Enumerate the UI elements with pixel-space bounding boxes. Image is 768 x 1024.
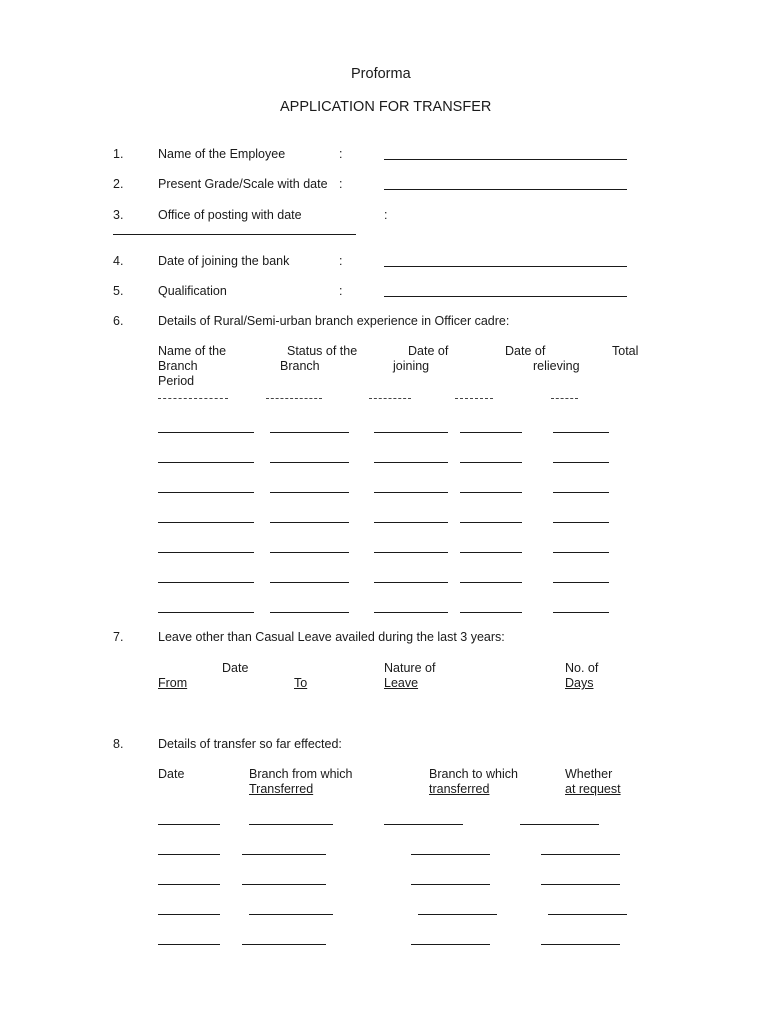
joining-date-field[interactable] — [384, 266, 627, 267]
blank-entry-line[interactable] — [553, 582, 609, 583]
blank-entry-line[interactable] — [460, 522, 522, 523]
column-header: Nature of — [384, 661, 436, 675]
blank-entry-line[interactable] — [158, 522, 254, 523]
blank-entry-line[interactable] — [541, 884, 620, 885]
office-posting-field[interactable] — [113, 234, 356, 235]
column-header: Date of — [408, 344, 449, 358]
blank-entry-line[interactable] — [270, 462, 349, 463]
column-header: Date — [222, 661, 249, 675]
blank-entry-line[interactable] — [553, 612, 609, 613]
office-posting-label: Office of posting with date — [158, 208, 302, 222]
form-title: APPLICATION FOR TRANSFER — [280, 99, 492, 115]
blank-entry-line[interactable] — [541, 854, 620, 855]
rural-experience-label: Details of Rural/Semi-urban branch experience in Officer cadre: — [158, 314, 510, 328]
colon: : — [339, 147, 343, 161]
blank-entry-line[interactable] — [374, 462, 448, 463]
blank-entry-line[interactable] — [242, 884, 326, 885]
blank-entry-line[interactable] — [158, 824, 220, 825]
blank-entry-line[interactable] — [460, 492, 522, 493]
leave-label: Leave other than Casual Leave availed during the last 3 years: — [158, 630, 505, 644]
blank-entry-line[interactable] — [374, 612, 448, 613]
blank-entry-line[interactable] — [384, 824, 463, 825]
column-header: Leave — [384, 676, 419, 690]
column-header: No. of — [565, 661, 599, 675]
colon: : — [339, 284, 343, 298]
grade-scale-label: Present Grade/Scale with date — [158, 177, 328, 191]
blank-entry-line[interactable] — [242, 854, 326, 855]
blank-entry-line[interactable] — [460, 552, 522, 553]
blank-entry-line[interactable] — [460, 432, 522, 433]
blank-entry-line[interactable] — [411, 944, 490, 945]
column-header: at request — [565, 782, 621, 796]
column-header: Date of — [505, 344, 546, 358]
blank-entry-line[interactable] — [374, 432, 448, 433]
blank-entry-line[interactable] — [158, 432, 254, 433]
column-header: Total — [612, 344, 639, 358]
blank-entry-line[interactable] — [374, 582, 448, 583]
joining-date-label: Date of joining the bank — [158, 254, 290, 268]
blank-entry-line[interactable] — [548, 914, 627, 915]
column-header: Days — [565, 676, 594, 690]
blank-entry-line[interactable] — [158, 854, 220, 855]
blank-entry-line[interactable] — [553, 432, 609, 433]
blank-entry-line[interactable] — [158, 944, 220, 945]
colon: : — [384, 208, 388, 222]
column-header: Transferred — [249, 782, 314, 796]
column-header: Branch — [158, 359, 198, 373]
item-number: 1. — [113, 147, 124, 161]
column-header: Whether — [565, 767, 613, 781]
column-header: relieving — [533, 359, 580, 373]
header-separator — [551, 398, 578, 399]
item-number: 7. — [113, 630, 124, 644]
blank-entry-line[interactable] — [158, 552, 254, 553]
column-header: transferred — [429, 782, 490, 796]
blank-entry-line[interactable] — [158, 492, 254, 493]
blank-entry-line[interactable] — [242, 944, 326, 945]
blank-entry-line[interactable] — [270, 522, 349, 523]
column-header: Branch to which — [429, 767, 518, 781]
header-separator — [455, 398, 493, 399]
blank-entry-line[interactable] — [270, 612, 349, 613]
blank-entry-line[interactable] — [553, 552, 609, 553]
column-header: Branch from which — [249, 767, 353, 781]
column-header: Status of the — [287, 344, 358, 358]
employee-name-label: Name of the Employee — [158, 147, 286, 161]
blank-entry-line[interactable] — [270, 552, 349, 553]
column-header: From — [158, 676, 188, 690]
blank-entry-line[interactable] — [374, 552, 448, 553]
transfer-details-label: Details of transfer so far effected: — [158, 737, 342, 751]
item-number: 2. — [113, 177, 124, 191]
qualification-field[interactable] — [384, 296, 627, 297]
employee-name-field[interactable] — [384, 159, 627, 160]
item-number: 5. — [113, 284, 124, 298]
header-separator — [158, 398, 228, 399]
blank-entry-line[interactable] — [270, 492, 349, 493]
column-header: To — [294, 676, 308, 690]
blank-entry-line[interactable] — [158, 914, 220, 915]
blank-entry-line[interactable] — [460, 462, 522, 463]
blank-entry-line[interactable] — [249, 914, 333, 915]
blank-entry-line[interactable] — [411, 854, 490, 855]
column-header: Period — [158, 374, 195, 388]
item-number: 6. — [113, 314, 124, 328]
blank-entry-line[interactable] — [553, 462, 609, 463]
blank-entry-line[interactable] — [553, 492, 609, 493]
blank-entry-line[interactable] — [411, 884, 490, 885]
column-header: Branch — [280, 359, 320, 373]
blank-entry-line[interactable] — [553, 522, 609, 523]
blank-entry-line[interactable] — [460, 612, 522, 613]
column-header: Date — [158, 767, 185, 781]
column-header: joining — [393, 359, 430, 373]
blank-entry-line[interactable] — [541, 944, 620, 945]
blank-entry-line[interactable] — [158, 582, 254, 583]
header-separator — [369, 398, 411, 399]
blank-entry-line[interactable] — [158, 612, 254, 613]
column-header: Name of the — [158, 344, 227, 358]
blank-entry-line[interactable] — [158, 884, 220, 885]
blank-entry-line[interactable] — [418, 914, 497, 915]
blank-entry-line[interactable] — [270, 432, 349, 433]
item-number: 8. — [113, 737, 124, 751]
blank-entry-line[interactable] — [374, 492, 448, 493]
item-number: 3. — [113, 208, 124, 222]
blank-entry-line[interactable] — [158, 462, 254, 463]
blank-entry-line[interactable] — [249, 824, 333, 825]
blank-entry-line[interactable] — [270, 582, 349, 583]
blank-entry-line[interactable] — [520, 824, 599, 825]
qualification-label: Qualification — [158, 284, 227, 298]
item-number: 4. — [113, 254, 124, 268]
blank-entry-line[interactable] — [460, 582, 522, 583]
header-separator — [266, 398, 322, 399]
grade-scale-field[interactable] — [384, 189, 627, 190]
colon: : — [339, 177, 343, 191]
blank-entry-line[interactable] — [374, 522, 448, 523]
colon: : — [339, 254, 343, 268]
form-proforma-heading: Proforma — [351, 66, 411, 82]
